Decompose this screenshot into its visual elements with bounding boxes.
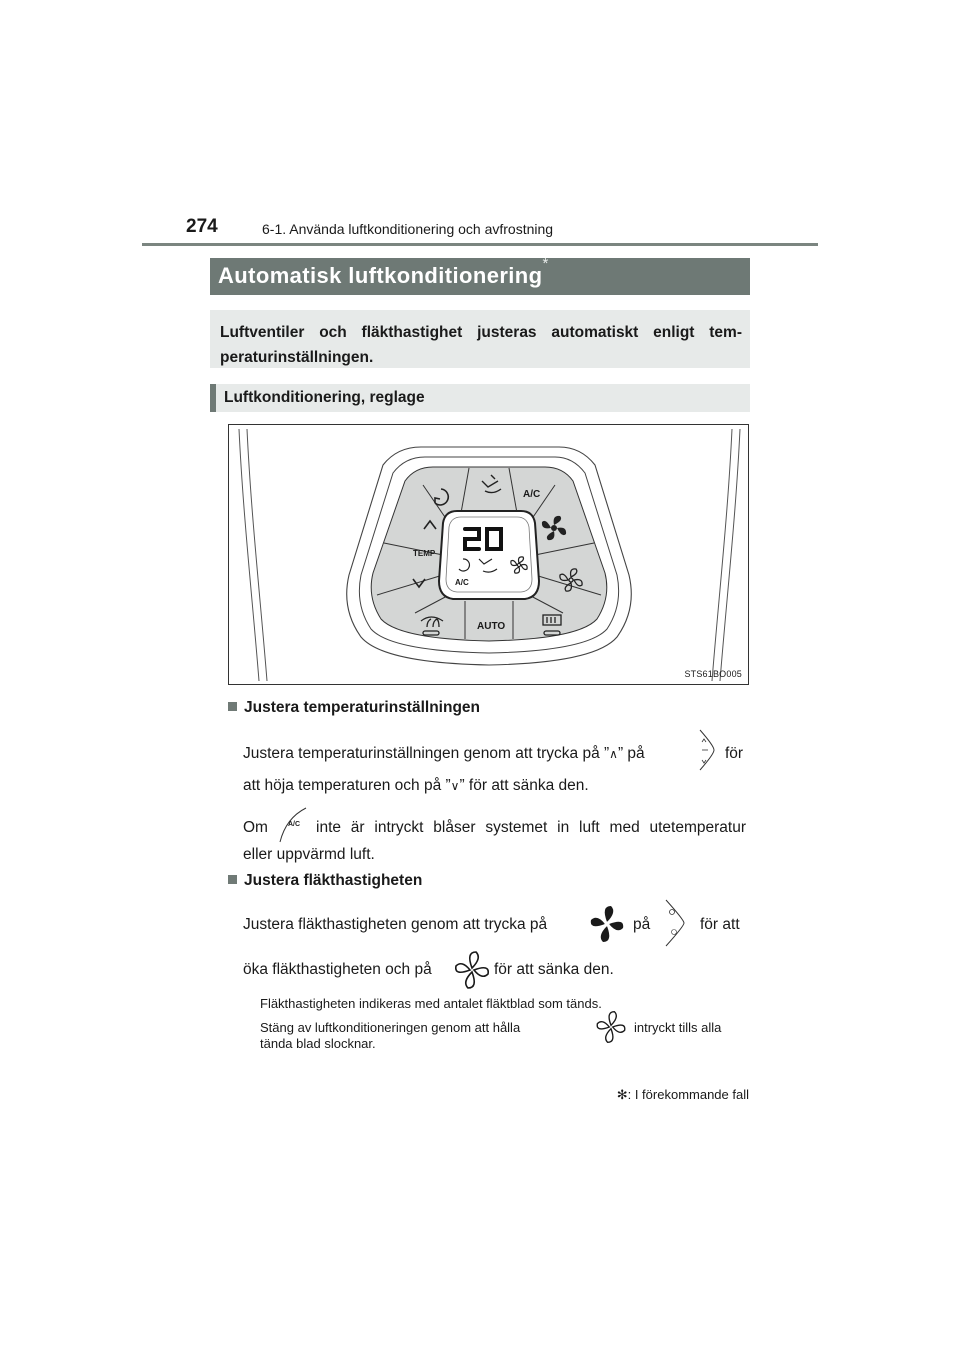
asterisk-mark: * bbox=[542, 255, 549, 272]
temp-heading bbox=[228, 699, 480, 717]
ac-button-icon bbox=[276, 804, 312, 844]
fan-paragraph-a: Justera fläkthastigheten genom att trycka på bbox=[243, 916, 548, 933]
text-run: att höja temperaturen och på ” bbox=[243, 777, 451, 794]
chapter-title: 6-1. Använda luftkonditionering och avfrostning bbox=[262, 221, 554, 237]
subsection-title: Luftkonditionering, reglage bbox=[224, 389, 425, 406]
down-symbol: ∨ bbox=[450, 779, 460, 793]
fan-paragraph-d: öka fläkthastigheten och på bbox=[243, 961, 432, 978]
display-ac-label: A/C bbox=[455, 578, 469, 587]
fan-paragraph-for-att: för att bbox=[700, 916, 740, 933]
heading-bullet bbox=[228, 702, 237, 711]
intro-text: Luftventiler och fläkthastighet justeras automatiskt enligt tem-peraturinställningen. bbox=[220, 324, 742, 366]
fan-paragraph-pa: på bbox=[633, 916, 651, 933]
heading-bullet bbox=[228, 875, 237, 884]
section-title-bar bbox=[210, 255, 750, 295]
text-run: ” på bbox=[617, 745, 645, 762]
fan-button-icon bbox=[662, 898, 692, 948]
control-panel-illustration bbox=[229, 425, 750, 686]
auto-button-label: AUTO bbox=[477, 621, 506, 632]
subsection-bar bbox=[210, 384, 750, 412]
fan-note1: Fläkthastigheten indikeras med antalet fläktblad som tänds. bbox=[260, 996, 602, 1011]
temp-heading-text: Justera temperaturinställningen bbox=[244, 699, 481, 716]
up-symbol: ∧ bbox=[609, 747, 618, 761]
footnote: ✻: I förekommande fall bbox=[616, 1087, 749, 1102]
temp-paragraph-line2 bbox=[243, 776, 589, 796]
fan-heading-text: Justera fläkthastigheten bbox=[244, 872, 423, 889]
temp-paragraph-line1 bbox=[243, 744, 645, 764]
fan-note2-a: Stäng av luftkonditioneringen genom att hålla bbox=[260, 1020, 521, 1035]
temp-button-icon bbox=[688, 728, 722, 772]
header-rule bbox=[142, 243, 818, 246]
text-run: Justera temperaturinställningen genom att trycka på ” bbox=[243, 745, 610, 762]
ac-button-label: A/C bbox=[523, 489, 541, 500]
fan-paragraph-e: för att sänka den. bbox=[494, 961, 614, 978]
fan-low-icon-small bbox=[596, 1010, 626, 1044]
subsection-accent bbox=[210, 384, 216, 412]
text-run: ” för att sänka den. bbox=[459, 777, 589, 794]
section-title-text: Automatisk luftkonditionering bbox=[218, 263, 543, 288]
figure-code: STS61BO005 bbox=[684, 669, 742, 679]
fan-note2-c: tända blad slocknar. bbox=[260, 1036, 376, 1051]
section-title bbox=[218, 255, 549, 289]
fan-heading bbox=[228, 872, 422, 890]
svg-text:A/C: A/C bbox=[288, 821, 301, 828]
temp-paragraph2-c: eller uppvärmd luft. bbox=[243, 846, 375, 863]
fan-low-icon bbox=[455, 950, 489, 990]
fan-high-icon bbox=[590, 904, 624, 944]
intro-box bbox=[210, 310, 750, 368]
temp-paragraph2-om: Om bbox=[243, 819, 268, 836]
temp-paragraph-for: för bbox=[725, 745, 744, 762]
temp-label: TEMP bbox=[413, 549, 436, 558]
temp-paragraph2-b: inte är intryckt blåser systemet in luft med utetemperatur bbox=[316, 819, 746, 836]
page-number: 274 bbox=[186, 216, 218, 237]
fan-note2-b: intryckt tills alla bbox=[634, 1020, 722, 1035]
control-panel-figure bbox=[228, 424, 749, 685]
